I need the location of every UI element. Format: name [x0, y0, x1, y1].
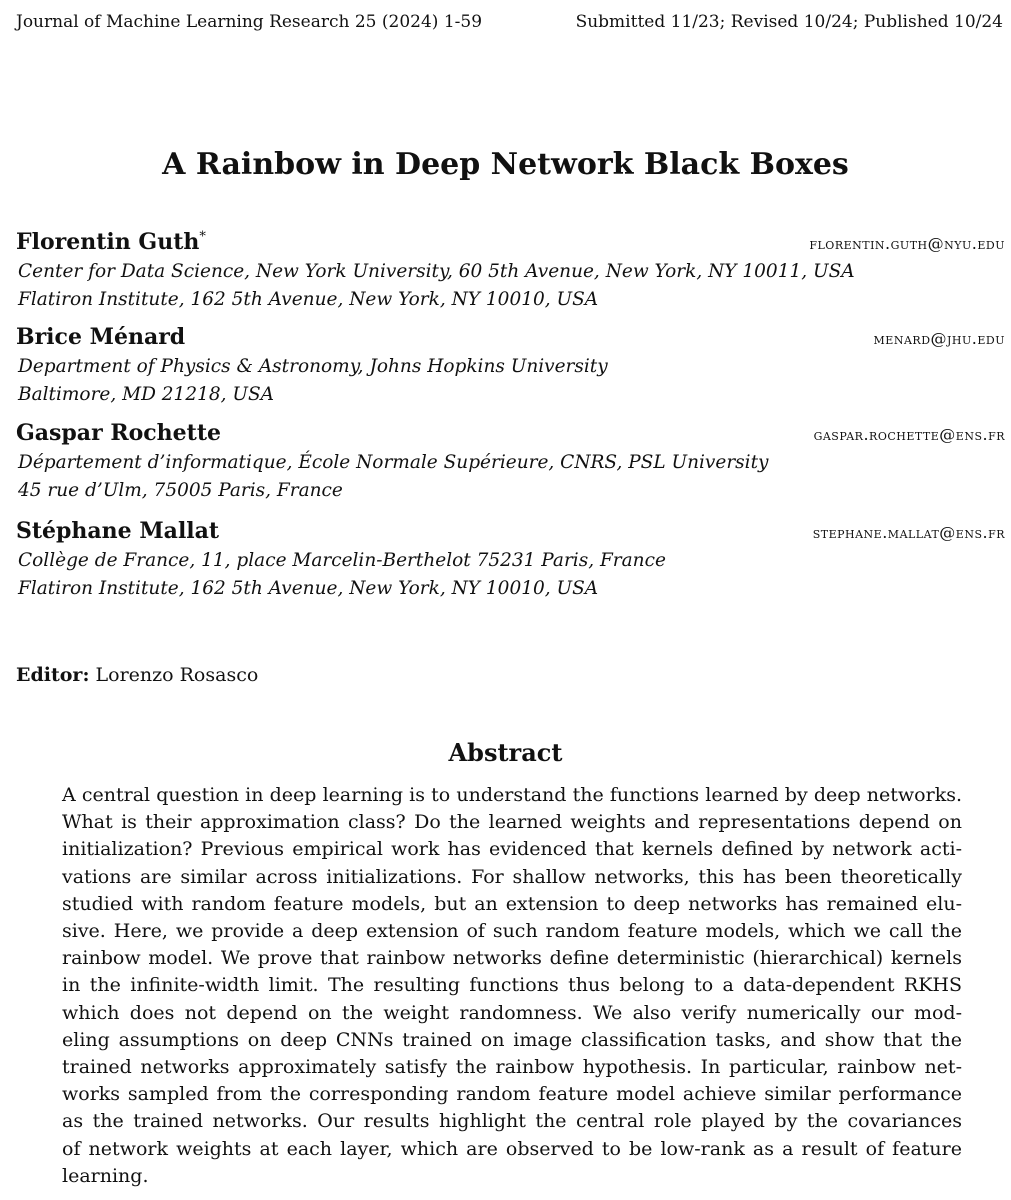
abstract-heading: Abstract [448, 738, 563, 767]
abstract-line: in the infinite-width limit. The resulting functions thus belong to a data-dependent RKHS [62, 974, 962, 997]
author-name: Stéphane Mallat [16, 518, 220, 544]
author-block [16, 226, 1005, 314]
author-affiliation: Département d’informatique, École Normale Supérieure, CNRS, PSL University [18, 452, 769, 473]
editor-name: Lorenzo Rosasco [95, 664, 259, 686]
abstract-line: learning. [62, 1164, 149, 1187]
author-affiliation: Collège de France, 11, place Marcelin-Berthelot 75231 Paris, France [18, 550, 666, 571]
author-email: stephane.mallat@ens.fr [812, 523, 1005, 542]
editor-line [16, 661, 258, 689]
author-block [16, 417, 1005, 505]
abstract-line: sive. Here, we provide a deep extension of such random feature models, which we call the [62, 920, 962, 943]
abstract-line: A central question in deep learning is to understand the functions learned by deep networks. [62, 784, 962, 806]
abstract-line: studied with random feature models, but an extension to deep networks has remained elu- [62, 892, 962, 915]
author-affiliation: Baltimore, MD 21218, USA [18, 384, 275, 405]
editor-label: Editor: [16, 664, 90, 686]
author-block [16, 515, 1005, 603]
author-email: florentin.guth@nyu.edu [809, 234, 1005, 253]
author-email: gaspar.rochette@ens.fr [813, 425, 1005, 444]
author-affiliation: Flatiron Institute, 162 5th Avenue, New York, NY 10010, USA [18, 578, 599, 599]
abstract-line: rainbow model. We prove that rainbow networks define deterministic (hierarchical) kernels [62, 947, 962, 970]
abstract-line: What is their approximation class? Do the learned weights and representations depend on [62, 811, 962, 834]
footnote-mark: * [199, 229, 206, 245]
paper-title: A Rainbow in Deep Network Black Boxes [162, 147, 849, 182]
journal-info: Journal of Machine Learning Research 25 (2024) 1-59 [16, 12, 483, 32]
running-header [16, 10, 1003, 34]
abstract-line: of network weights at each layer, which are observed to be low-rank as a result of feature [62, 1137, 962, 1160]
abstract-line: which does not depend on the weight randomness. We also verify numerically our mod- [62, 1001, 962, 1024]
author-name: Florentin Guth* [16, 229, 206, 255]
abstract-line: works sampled from the corresponding random feature model achieve similar performance [62, 1083, 962, 1106]
abstract-line: as the trained networks. Our results highlight the central role played by the covariances [62, 1110, 962, 1133]
abstract-line: trained networks approximately satisfy the rainbow hypothesis. In particular, rainbow net- [62, 1056, 962, 1079]
author-affiliation: Flatiron Institute, 162 5th Avenue, New York, NY 10010, USA [18, 289, 599, 310]
abstract-line: initialization? Previous empirical work has evidenced that kernels defined by network acti- [62, 838, 962, 861]
submission-dates: Submitted 11/23; Revised 10/24; Published 10/24 [575, 12, 1003, 32]
author-affiliation: 45 rue d’Ulm, 75005 Paris, France [18, 480, 343, 501]
author-affiliation: Center for Data Science, New York University, 60 5th Avenue, New York, NY 10011, USA [18, 261, 855, 282]
abstract-text [62, 782, 962, 1190]
author-affiliation: Department of Physics & Astronomy, Johns Hopkins University [18, 356, 608, 377]
abstract-line: eling assumptions on deep CNNs trained on image classification tasks, and show that the [62, 1028, 962, 1051]
author-name: Brice Ménard [16, 324, 186, 350]
author-email: menard@jhu.edu [873, 329, 1005, 348]
abstract-line: vations are similar across initializations. For shallow networks, this has been theoretically [62, 865, 962, 888]
author-name: Gaspar Rochette [16, 420, 221, 446]
author-block [16, 321, 1005, 409]
